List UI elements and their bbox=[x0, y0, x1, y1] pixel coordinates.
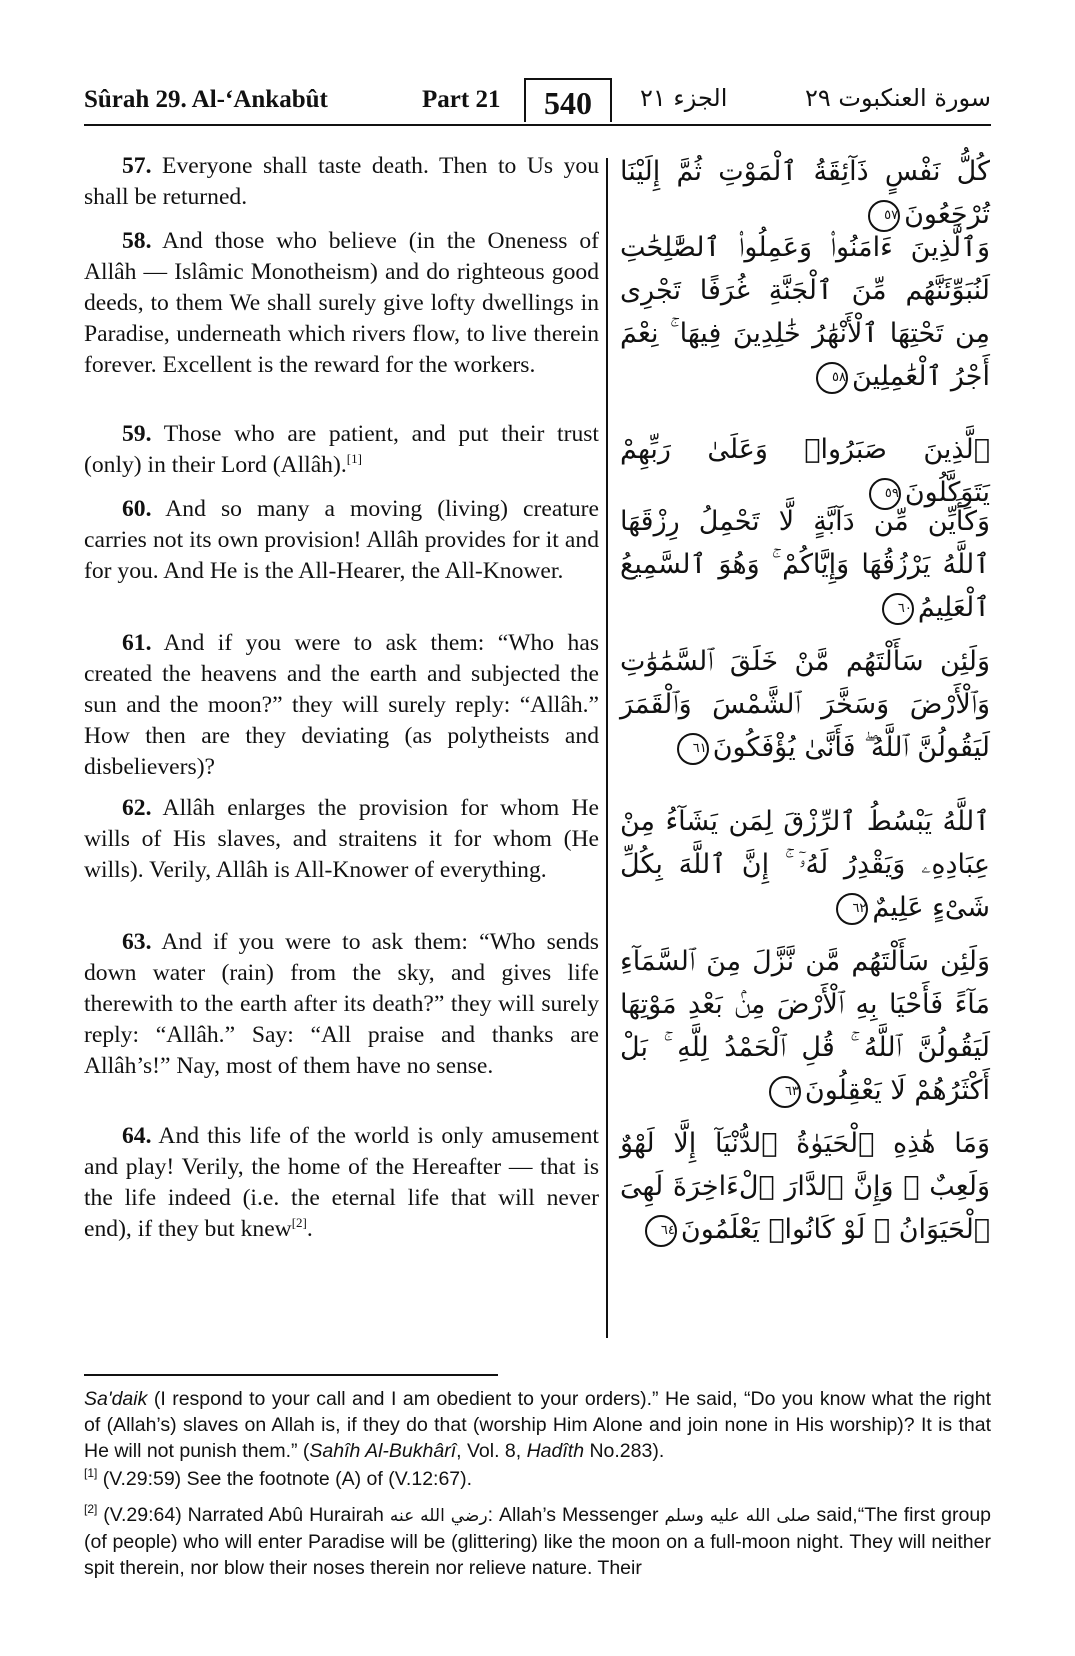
page-number: 540 bbox=[524, 78, 612, 122]
ayah-marker: ٥٧ bbox=[868, 200, 900, 232]
surah-title-en: Sûrah 29. Al-‘Ankabût bbox=[84, 86, 328, 113]
verse-58-en: 58. And those who believe (in the Oneness of Allâh — Islâmic Monotheism) and do righteous good deeds, to them We shall surely give lofty dwellings in Paradise, underneath which rivers flow, to live therein forever. Excellent is the reward for the workers. bbox=[84, 228, 599, 378]
verse-62-ar: ٱللَّهُ يَبْسُطُ ٱلرِّزْقَ لِمَن يَشَآءُ مِنْ عِبَادِهِۦ وَيَقْدِرُ لَهُۥٓ ۚ إِنَّ ٱللَّهَ بِكُلِّ شَىْءٍ عَلِيمٌ٦٢ bbox=[620, 806, 990, 923]
footnote-continuation: Sa'daik (I respond to your call and I am obedient to your orders).” He said, “Do you know what the right of (Allah’s) slaves on Allah is, if they do that (worship Him Alone and join none in His worship)? It is that He will not punish them.” (Sahîh Al-Bukhârî, Vol. 8, Hadîth No.283). bbox=[84, 1388, 991, 1462]
verse-63-ar: وَلَئِن سَأَلْتَهُم مَّن نَّزَّلَ مِنَ ٱلسَّمَآءِ مَآءً فَأَحْيَا بِهِ ٱلْأَرْضَ مِنۢ بَعْدِ مَوْتِهَا لَيَقُولُنَّ ٱللَّهُ ۚ قُلِ ٱلْحَمْدُ لِلَّهِ ۚ بَلْ أَكْثَرُهُمْ لَا يَعْقِلُونَ٦٣ bbox=[620, 946, 990, 1106]
part-label-en: Part 21 bbox=[422, 86, 501, 113]
verse-60-ar: وَكَأَيِّن مِّن دَآبَّةٍ لَّا تَحْمِلُ رِزْقَهَا ٱللَّهُ يَرْزُقُهَا وَإِيَّاكُمْ ۚ وَهُوَ ٱلسَّمِيعُ ٱلْعَلِيمُ٦٠ bbox=[620, 506, 990, 623]
footnote-1: [1] (V.29:59) See the footnote (A) of (V.12:67). bbox=[84, 1466, 473, 1490]
surah-title-ar: سورة العنكبوت ٢٩ bbox=[805, 84, 991, 112]
verse-58-ar: وَٱلَّذِينَ ءَامَنُوا۟ وَعَمِلُوا۟ ٱلصَّٰلِحَٰتِ لَنُبَوِّئَنَّهُم مِّنَ ٱلْجَنَّةِ غُرَفًا تَجْرِى مِن تَحْتِهَا ٱلْأَنْهَٰرُ خَٰلِدِينَ فِيهَا ۚ نِعْمَ أَجْرُ ٱلْعَٰمِلِينَ٥٨ bbox=[620, 232, 990, 392]
verse-64-ar: وَمَا هَٰذِهِ ٱلْحَيَوٰةُ ٱلدُّنْيَآ إِلَّا لَهْوٌ وَلَعِبٌ ۚ وَإِنَّ ٱلدَّارَ ٱلْءَاخِرَةَ لَهِىَ ٱلْحَيَوَانُ ۚ لَوْ كَانُوا۟ يَعْلَمُونَ٦٤ bbox=[620, 1128, 990, 1245]
verse-59-en: 59. Those who are patient, and put their trust (only) in their Lord (Allâh).[1] bbox=[84, 421, 599, 478]
ayah-marker: ٦٠ bbox=[882, 593, 914, 625]
ayah-marker: ٦٤ bbox=[645, 1215, 677, 1247]
footnote-ref: [1] bbox=[346, 451, 362, 466]
verse-57-en: 57. Everyone shall taste death. Then to Us you shall be returned. bbox=[84, 153, 599, 210]
footnote-marker: [1] bbox=[84, 1466, 98, 1480]
verse-64-en: 64. And this life of the world is only amusement and play! Verily, the home of the Hereafter — that is the life indeed (i.e. the eternal life that will never end), if they but knew[2]. bbox=[84, 1123, 599, 1242]
ayah-marker: ٦١ bbox=[677, 733, 709, 765]
verse-62-en: 62. Allâh enlarges the provision for whom He wills of His slaves, and straitens it for whom (He wills). Verily, Allâh is All-Knower of everything. bbox=[84, 795, 599, 883]
page-header bbox=[84, 80, 991, 126]
ayah-marker: ٦٣ bbox=[769, 1076, 801, 1108]
verse-60-en: 60. And so many a moving (living) creature carries not its own provision! Allâh provides for it and for you. And He is the All-Hearer, the All-Knower. bbox=[84, 496, 599, 584]
column-divider bbox=[606, 158, 608, 1338]
verse-61-en: 61. And if you were to ask them: “Who has created the heavens and the earth and subjected the sun and the moon?” they will surely reply: “Allâh.” How then are they deviating (as polytheists and disbelievers)? bbox=[84, 630, 599, 780]
ayah-marker: ٦٢ bbox=[836, 893, 868, 925]
verse-63-en: 63. And if you were to ask them: “Who sends down water (rain) from the sky, and gives life therewith to the earth after its death?” they will surely reply: “Allâh.” Say: “All praise and thanks are Allâh’s!” Nay, most of them have no sense. bbox=[84, 929, 599, 1079]
part-label-ar: الجزء ٢١ bbox=[640, 84, 728, 112]
ayah-marker: ٥٨ bbox=[816, 362, 848, 394]
ayah-marker: ٥٩ bbox=[869, 478, 901, 510]
verse-57-ar: كُلُّ نَفْسٍ ذَآئِقَةُ ٱلْمَوْتِ ثُمَّ إِلَيْنَا تُرْجَعُونَ٥٧ bbox=[620, 156, 990, 230]
verse-59-ar: ٱلَّذِينَ صَبَرُوا۟ وَعَلَىٰ رَبِّهِمْ يَتَوَكَّلُونَ٥٩ bbox=[620, 434, 990, 508]
footnote-rule bbox=[84, 1374, 498, 1376]
footnote-2: [2] (V.29:64) Narrated Abû Hurairah رضي الله عنه: Allah’s Messenger صلى الله عليه وسلم said,“The first group (of people) who will enter Paradise will be (glittering) like the moon on a full-moon night. They will neither spit therein, nor blow their noses therein nor relieve nature. Their bbox=[84, 1502, 992, 1579]
verse-61-ar: وَلَئِن سَأَلْتَهُم مَّنْ خَلَقَ ٱلسَّمَٰوَٰتِ وَٱلْأَرْضَ وَسَخَّرَ ٱلشَّمْسَ وَٱلْقَمَرَ لَيَقُولُنَّ ٱللَّهُ ۖ فَأَنَّىٰ يُؤْفَكُونَ٦١ bbox=[620, 646, 990, 763]
footnote-marker: [2] bbox=[84, 1502, 98, 1516]
footnote-ref: [2] bbox=[291, 1215, 307, 1230]
